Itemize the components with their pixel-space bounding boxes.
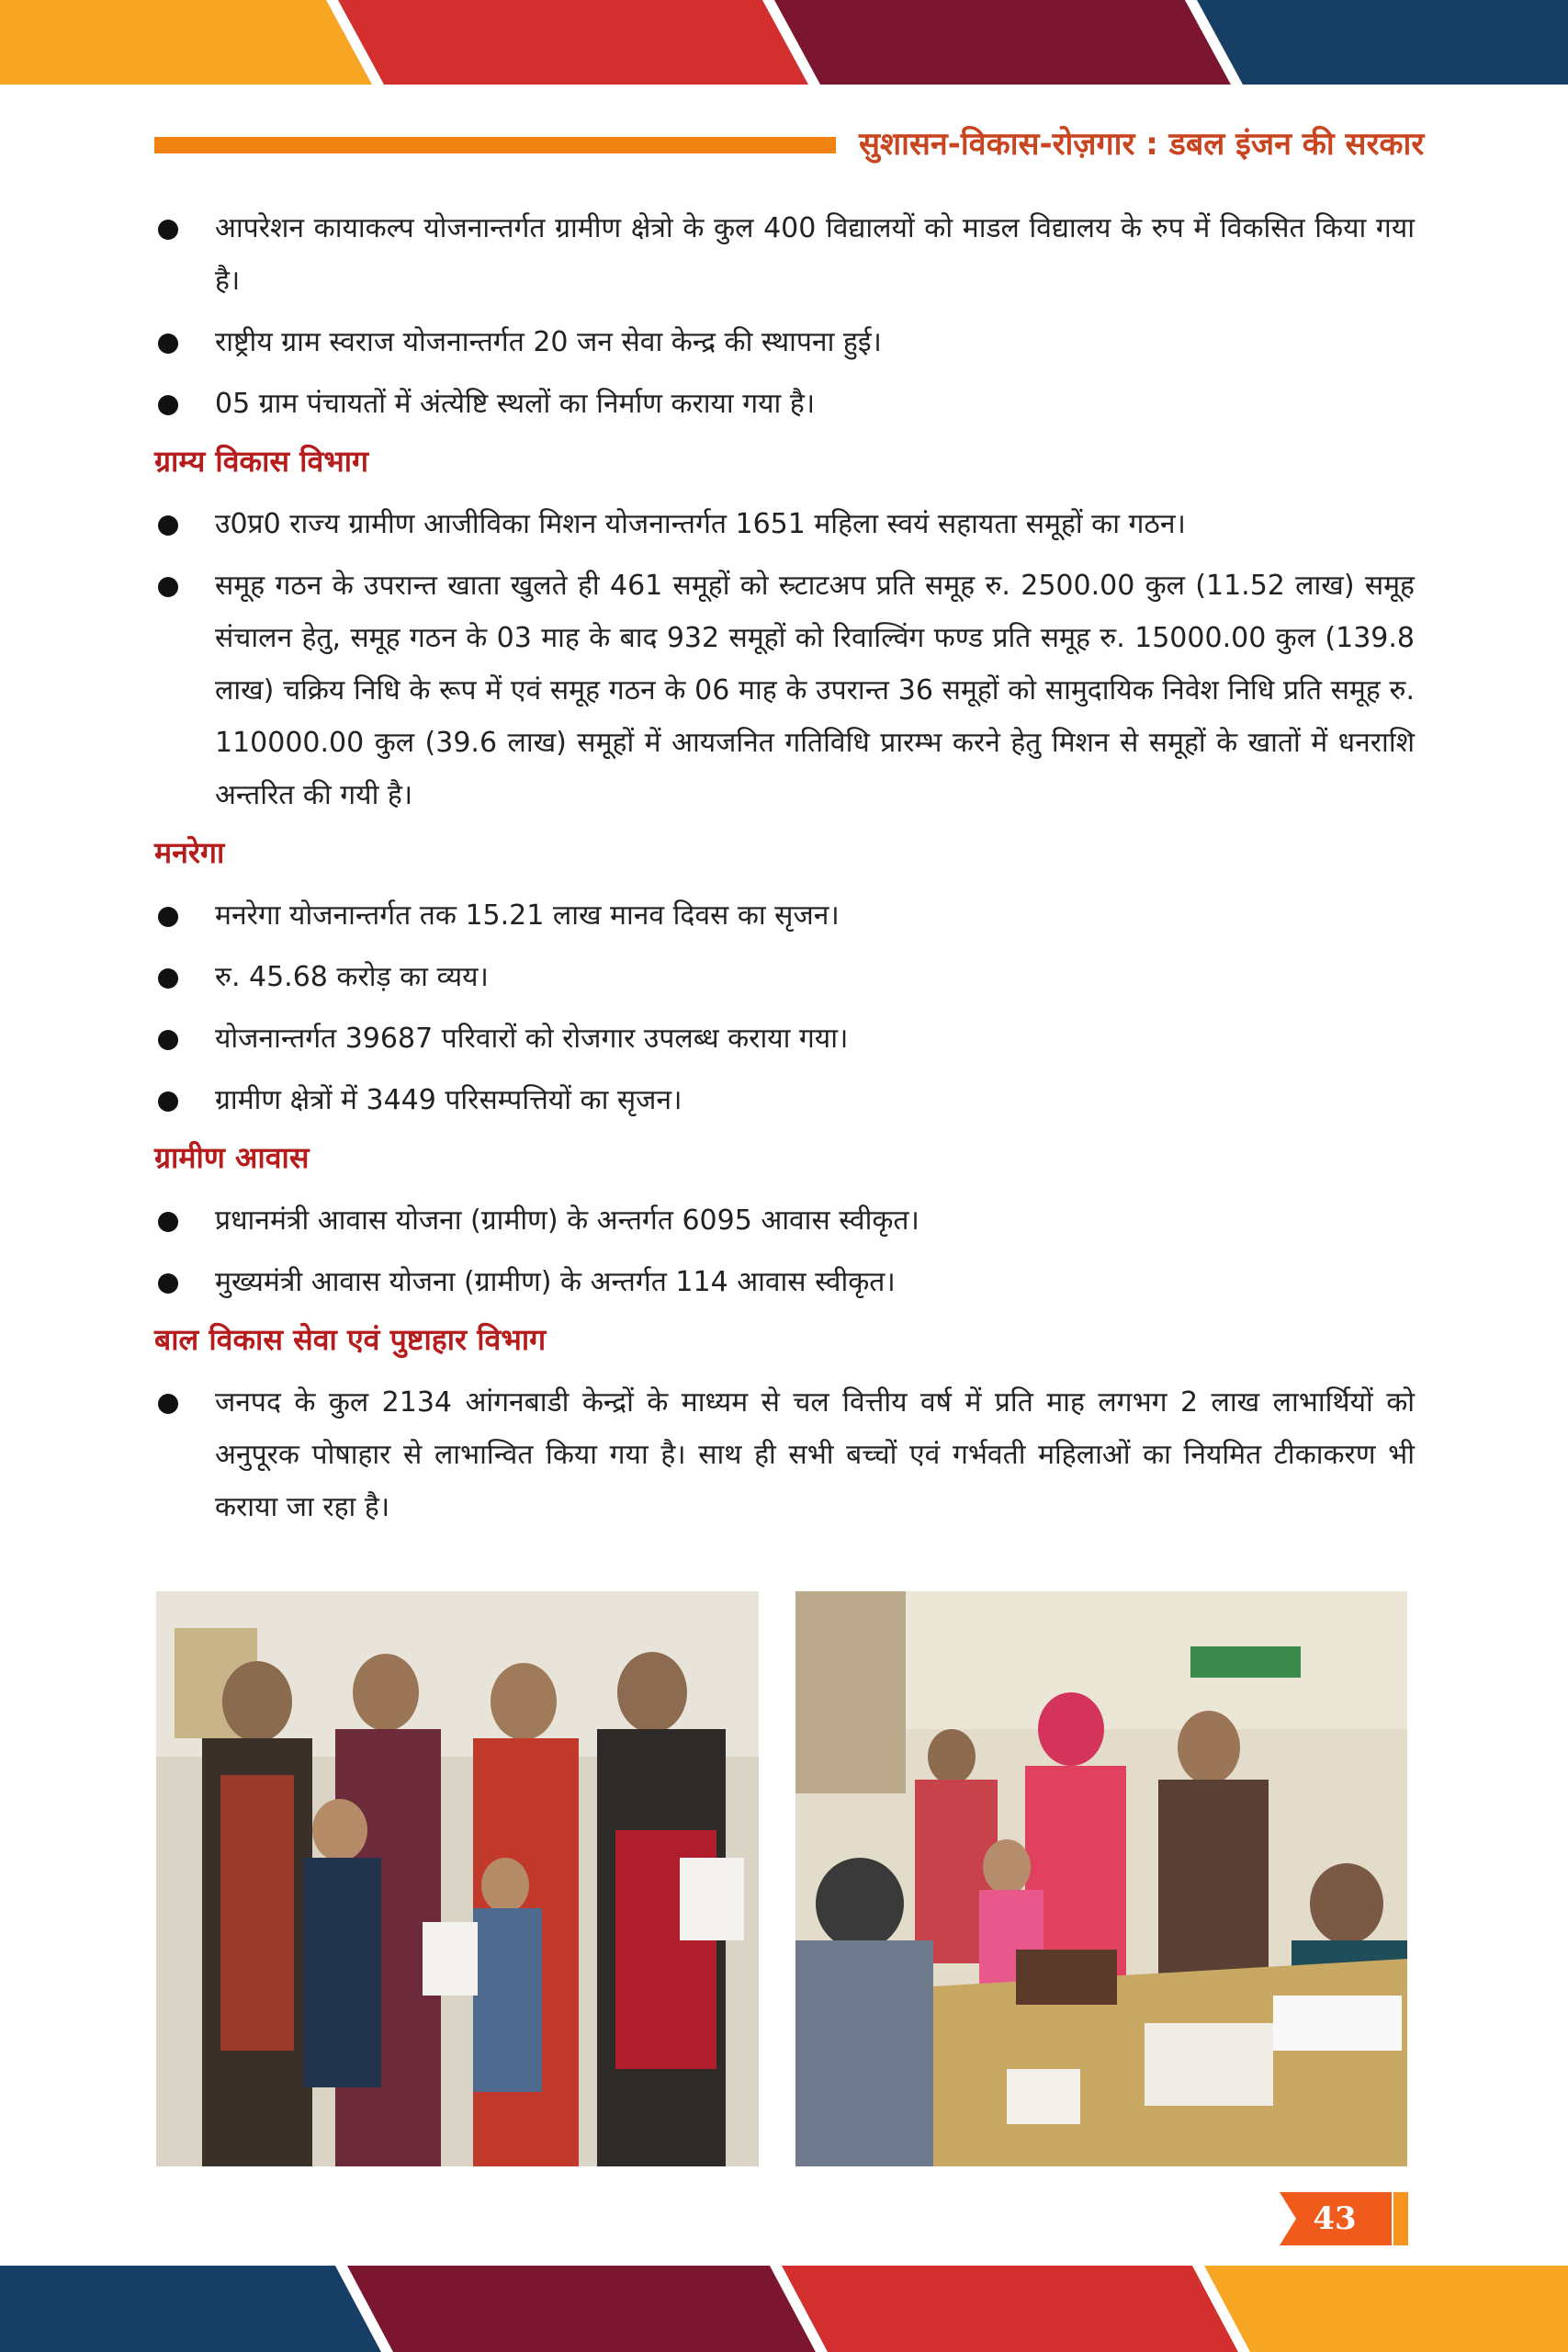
bullet-item: जनपद के कुल 2134 आंगनबाडी केन्द्रों के माध्यम से चल वित्तीय वर्ष में प्रति माह लगभग 2 लाख लाभार्थियों को अनुपूरक पोषाहार से लाभान्वित किया गया है। साथ ही सभी बच्चों एवं गर्भवती महिलाओं का नियमित टीकाकरण भी कराया जा रहा है। <box>154 1376 1415 1533</box>
bullet-item: योजनान्तर्गत 39687 परिवारों को रोजगार उपलब्ध कराया गया। <box>154 1012 1415 1065</box>
header-title: सुशासन-विकास-रोज़गार : डबल इंजन की सरकार <box>859 126 1425 163</box>
section-heading: मनरेगा <box>154 835 225 870</box>
bullet-dot-icon <box>158 968 178 989</box>
section-heading: बाल विकास सेवा एवं पुष्टाहार विभाग <box>154 1322 547 1357</box>
page-number: 43 <box>1313 2200 1357 2237</box>
bullet-dot-icon <box>158 220 178 240</box>
section-heading: ग्रामीण आवास <box>154 1140 310 1175</box>
bullet-dot-icon <box>158 1212 178 1232</box>
section-rural-development <box>154 439 1415 821</box>
bullet-item: रु. 45.68 करोड़ का व्यय। <box>154 951 1415 1003</box>
bullet-dot-icon <box>158 1091 178 1112</box>
bullet-dot-icon <box>158 577 178 597</box>
bullet-dot-icon <box>158 334 178 354</box>
section-child-development <box>154 1317 1415 1533</box>
top-color-band <box>0 0 1568 85</box>
bullet-dot-icon <box>158 1030 178 1050</box>
section-heading: ग्राम्य विकास विभाग <box>154 444 369 479</box>
bullet-dot-icon <box>158 1273 178 1294</box>
bullet-item: 05 ग्राम पंचायतों में अंत्येष्टि स्थलों का निर्माण कराया गया है। <box>154 378 1415 430</box>
photo-health-checkup <box>795 1591 1407 2166</box>
main-content <box>154 202 1415 1543</box>
bullet-item: प्रधानमंत्री आवास योजना (ग्रामीण) के अन्तर्गत 6095 आवास स्वीकृत। <box>154 1194 1415 1247</box>
bullet-item: ग्रामीण क्षेत्रों में 3449 परिसम्पत्तियों का सृजन। <box>154 1074 1415 1126</box>
bullet-item: राष्ट्रीय ग्राम स्वराज योजनान्तर्गत 20 जन सेवा केन्द्र की स्थापना हुई। <box>154 316 1415 368</box>
bullet-item: उ0प्र0 राज्य ग्रामीण आजीविका मिशन योजनान्तर्गत 1651 महिला स्वयं सहायता समूहों का गठन। <box>154 498 1415 550</box>
bullet-dot-icon <box>158 907 178 927</box>
section-intro <box>154 202 1415 430</box>
bullet-dot-icon <box>158 395 178 415</box>
section-rural-housing <box>154 1136 1415 1308</box>
section-mgnrega <box>154 831 1415 1126</box>
bullet-dot-icon <box>158 1394 178 1414</box>
bullet-dot-icon <box>158 515 178 536</box>
bullet-item: आपरेशन कायाकल्प योजनान्तर्गत ग्रामीण क्षेत्रो के कुल 400 विद्यालयों को माडल विद्यालय के रुप में विकसित किया गया है। <box>154 202 1415 307</box>
photo-women-group <box>156 1591 759 2166</box>
header-accent-bar <box>154 137 836 153</box>
bottom-color-band <box>0 2266 1568 2352</box>
bullet-item: मुख्यमंत्री आवास योजना (ग्रामीण) के अन्तर्गत 114 आवास स्वीकृत। <box>154 1256 1415 1308</box>
bullet-item: समूह गठन के उपरान्त खाता खुलते ही 461 समूहों को स्र्टाटअप प्रति समूह रु. 2500.00 कुल (11.52 लाख) समूह संचालन हेतु, समूह गठन के 03 माह के बाद 932 समूहों को रिवाल्विंग फण्ड प्रति समूह रु. 15000.00 कुल (139.8 लाख) चक्रिय निधि के रूप में एवं समूह गठन के 06 माह के उपरान्त 36 समूहों को सामुदायिक निवेश निधि प्रति समूह रु. 110000.00 कुल (39.6 लाख) समूहों में आयजनित गतिविधि प्रारम्भ करने हेतु मिशन से समूहों के खातों में धनराशि अन्तरित की गयी है। <box>154 560 1415 821</box>
bullet-item: मनरेगा योजनान्तर्गत तक 15.21 लाख मानव दिवस का सृजन। <box>154 889 1415 942</box>
